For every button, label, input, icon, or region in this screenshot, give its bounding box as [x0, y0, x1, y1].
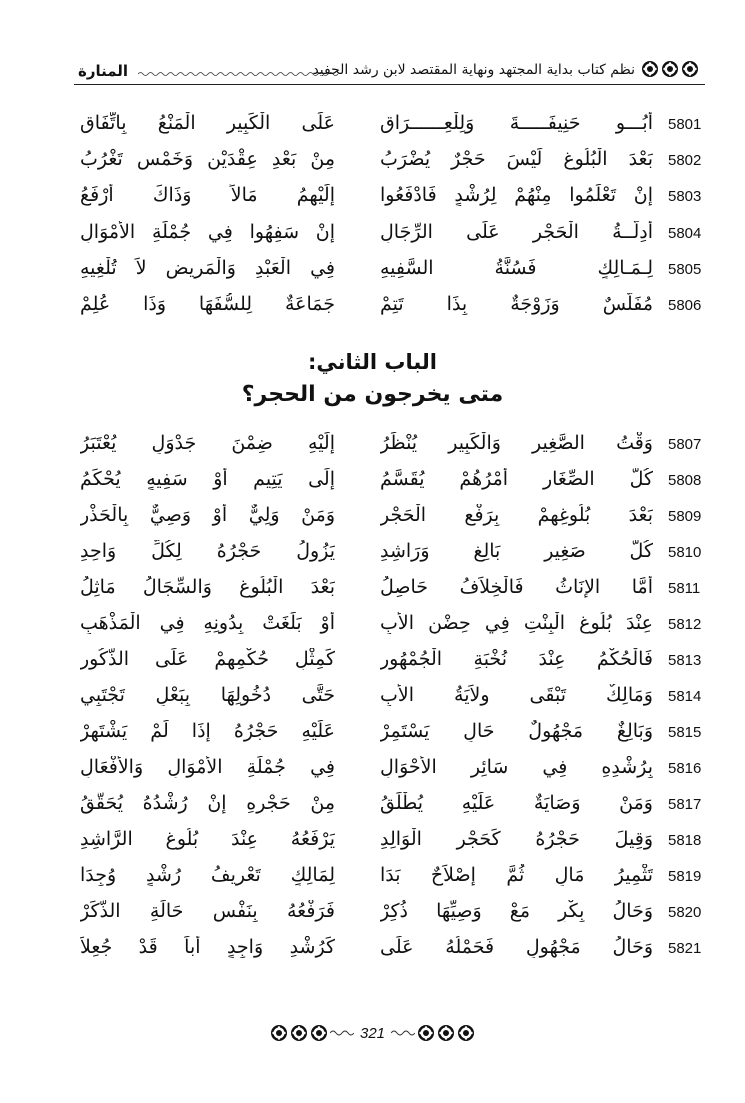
wave-ornament	[330, 1029, 354, 1037]
verse-second-hemistich: فِي جُمْلَةِ الأَمْوَالِ وَالأَفْعَالِ	[80, 756, 335, 778]
verse-first-hemistich: وَمَنْ وَصَايَةٌ عَلَيْهِ يُطْلَقُ	[380, 792, 653, 814]
verse-row	[0, 574, 745, 611]
verse-row	[0, 538, 745, 575]
verse-second-hemistich: بَعْدَ الْبُلُوغِ وَالسِّجَالُ مَاثِلُ	[80, 576, 335, 598]
verse-first-hemistich: تَثْمِيرُ مَالٍ ثُمَّ إِصْلاَحٌ بَدَا	[380, 864, 653, 886]
page-footer	[0, 1020, 745, 1046]
verse-number: 5801	[668, 116, 702, 133]
verse-second-hemistich: مِنْ حَجْرِهِ إِنْ رُشْدُهُ يُحَقَّقُ	[80, 792, 335, 814]
verse-number: 5815	[668, 724, 702, 741]
verse-number: 5811	[668, 580, 701, 597]
rosette-icon	[641, 60, 659, 78]
verse-number: 5819	[668, 868, 702, 885]
verse-row	[0, 826, 745, 863]
page-header	[40, 56, 705, 86]
verse-number: 5818	[668, 832, 702, 849]
verse-number: 5810	[668, 544, 702, 561]
verse-number: 5805	[668, 261, 702, 278]
verse-row	[0, 790, 745, 827]
verse-first-hemistich: وَقْتُ الصَّغِيرِ وَالْكَبِيرِ يُنْظَرُ	[380, 432, 653, 454]
header-wavy-line	[138, 71, 338, 77]
verse-second-hemistich: عَلَيْهِ حَجْرُهُ إِذَا لَمْ يَشْتَهِرْ	[80, 720, 335, 742]
verse-second-hemistich: كَرُشْدِ وَاجِدٍ أَباً قَدْ جُعِلاَ	[80, 936, 335, 958]
verse-first-hemistich: بِرُشْدِهِ فِي سَائِرِ الأَحْوَالِ	[380, 756, 653, 778]
verse-row	[0, 466, 745, 503]
verse-row	[0, 718, 745, 755]
verse-row	[0, 219, 745, 256]
verse-first-hemistich: فَالْحُكْمُ عِنْدَ نُخْبَةِ الْجُمْهُورِ	[380, 648, 653, 670]
verse-first-hemistich: وَمَالِكٌ تَبْقَى وِلاَيَةُ الأَبِ	[380, 684, 653, 706]
verse-first-hemistich: وَحَالُ بِكْرٍ مَعْ وَصِيِّهَا ذُكِرْ	[380, 900, 653, 922]
header-ornament	[641, 60, 699, 78]
verse-row	[0, 754, 745, 791]
verse-number: 5804	[668, 225, 702, 242]
verse-first-hemistich: وَقِيلَ حَجْرُهُ كَحَجْرِ الْوَالِدِ	[380, 828, 653, 850]
verse-second-hemistich: يَزُولُ حَجْرُهُ لِكُلِّ وَاحِدِ	[80, 540, 335, 562]
chapter-heading: الباب الثاني:	[307, 350, 438, 374]
verse-row	[0, 646, 745, 683]
verse-number: 5817	[668, 796, 702, 813]
book-title: نظم كتاب بداية المجتهد ونهاية المقتصد لابن رشد الحفيد	[312, 62, 635, 78]
verse-number: 5809	[668, 508, 702, 525]
header-rule	[74, 84, 705, 85]
rosette-icon	[310, 1024, 328, 1042]
verse-first-hemistich: مُفَلَّسٌ وَزَوْجَةٌ بِذَا تَتِمْ	[380, 293, 653, 315]
verse-row	[0, 146, 745, 183]
verse-row	[0, 430, 745, 467]
rosette-icon	[661, 60, 679, 78]
verse-first-hemistich: وَحَالُ مَجْهُولٍ فَحَمْلُهُ عَلَى	[380, 936, 653, 958]
verse-first-hemistich: كُلُّ صَغِيرٍ بَالِغٍ وَرَاشِدِ	[380, 540, 653, 562]
verse-second-hemistich: يَرْفَعُهُ عِنْدَ بُلُوغِ الرَّاشِدِ	[80, 828, 335, 850]
verse-second-hemistich: مِنْ بَعْدِ عِقْدَيْنِ وَخَمْسٍ تَغْرُبُ	[80, 148, 335, 170]
verse-first-hemistich: بَعْدَ الْبُلُوغِ لَيْسَ حَجْرٌ يُضْرَبُ	[380, 148, 653, 170]
verse-second-hemistich: وَمَنْ وَلِيٌّ أَوْ وَصِيٌّ بِالْحَذْرِ	[80, 504, 335, 526]
rosette-icon	[457, 1024, 475, 1042]
verse-row	[0, 502, 745, 539]
verse-row	[0, 862, 745, 899]
verse-first-hemistich: أَمَّا الإِنَاثُ فَالْخِلاَفُ حَاصِلُ	[380, 576, 653, 598]
rosette-icon	[681, 60, 699, 78]
verse-number: 5807	[668, 436, 702, 453]
verse-number: 5814	[668, 688, 702, 705]
rosette-icon	[417, 1024, 435, 1042]
verse-second-hemistich: فِي الْعَبْدِ وَالْمَرِيضِ لاَ تُلْغِيهِ	[80, 257, 335, 279]
verse-first-hemistich: وَبَالِغٌ مَجْهُولٌ حَالٍ يَسْتَمِرْ	[380, 720, 653, 742]
chapter-subheading: متى يخرجون من الحجر؟	[241, 382, 504, 407]
verse-second-hemistich: إِلَى يَتِيمٍ أَوْ سَفِيهٍ يُحْكَمُ	[80, 468, 335, 490]
verse-second-hemistich: عَلَى الْكَبِيرِ الْمَنْعُ بِاتِّفَاقِ	[80, 112, 335, 134]
rosette-icon	[437, 1024, 455, 1042]
verse-second-hemistich: حَتَّى دُخُولِهَا بِبَعْلٍ تَجْتَبِي	[80, 684, 335, 706]
page-number: 321	[359, 1024, 386, 1042]
verse-number: 5808	[668, 472, 702, 489]
verse-first-hemistich: إِنْ تَعْلَمُوا مِنْهُمْ لِرُشْدٍ فَادْفَعُوا	[380, 184, 653, 206]
verse-first-hemistich: أَبُـــو حَنِيفَـــــةَ وَلِلْعِــــــرَاقِ	[380, 112, 653, 134]
verse-row	[0, 182, 745, 219]
rosette-icon	[270, 1024, 288, 1042]
verse-first-hemistich: عِنْدَ بُلُوغِ الْبِنْتِ فِي حِضْنِ الأَبِ	[380, 612, 653, 634]
wave-ornament	[391, 1029, 415, 1037]
verse-number: 5803	[668, 188, 702, 205]
verse-first-hemistich: أَدِلَّــةُ الْحَجْرِ عَلَى الرِّجَالِ	[380, 221, 653, 243]
verse-row	[0, 291, 745, 328]
verse-row	[0, 898, 745, 935]
verse-number: 5821	[668, 940, 702, 957]
verse-second-hemistich: أَوْ بَلَغَتْ بِدُونِهِ فِي الْمَذْهَبِ	[80, 612, 335, 634]
verse-first-hemistich: بَعْدَ بُلُوغِهِمْ بِرَفْعِ الْحَجْرِ	[380, 504, 653, 526]
verse-number: 5812	[668, 616, 702, 633]
verse-second-hemistich: إِلَيْهِ ضِمْنَ جَدْوَلٍ يُعْتَبَرُ	[80, 432, 335, 454]
verse-second-hemistich: إِلَيْهِمُ مَالاً وَذَاكَ أَرْفَعُ	[80, 184, 335, 206]
verse-row	[0, 934, 745, 971]
verse-first-hemistich: كُلُّ الصِّغَارِ أَمْرُهُمْ يُقَسَّمُ	[380, 468, 653, 490]
verse-number: 5806	[668, 297, 702, 314]
verse-second-hemistich: جَمَاعَةٌ لِلسُّفَهَا وَذَا عُلِمْ	[80, 293, 335, 315]
verse-second-hemistich: فَرَفْعُهُ بِنَفْسِ حَالَةِ الذَّكَرْ	[80, 900, 335, 922]
verse-second-hemistich: إِنْ سَفِهُوا فِي جُمْلَةِ الأَمْوَالِ	[80, 221, 335, 243]
verse-number: 5820	[668, 904, 702, 921]
verse-second-hemistich: كَمِثْلِ حُكْمِهِمْ عَلَى الذُّكُورِ	[80, 648, 335, 670]
verse-number: 5802	[668, 152, 702, 169]
verse-number: 5813	[668, 652, 702, 669]
verse-second-hemistich: لِمَالِكٍ تَعْرِيفُ رُشْدٍ وُجِدَا	[80, 864, 335, 886]
verse-row	[0, 110, 745, 147]
verse-row	[0, 255, 745, 292]
verse-row	[0, 610, 745, 647]
rosette-icon	[290, 1024, 308, 1042]
verse-number: 5816	[668, 760, 702, 777]
verse-row	[0, 682, 745, 719]
running-title: المنارة	[78, 62, 129, 80]
verse-first-hemistich: لِـمَـالِكٍ فَسُنَّةُ السَّفِيهِ	[380, 257, 653, 279]
